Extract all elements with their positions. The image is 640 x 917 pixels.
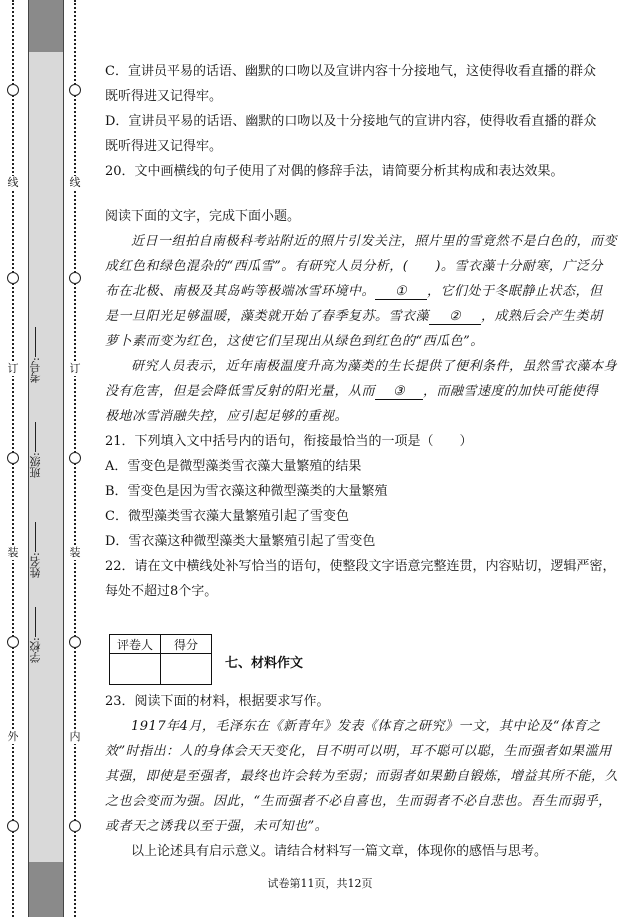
binding-hole [7, 84, 19, 96]
passage-p1-line1: 近日一组拍自南极科考站附近的照片引发关注，照片里的雪竟然不是白色的，而变 [131, 234, 618, 249]
student-field-name [28, 515, 62, 585]
binding-mark-xian: 线 [7, 176, 19, 189]
student-field-label: 学校: [29, 637, 42, 663]
material-line4: 之也会变而为强。因此，“生而强者不必自喜也，生而弱者不必自悲也。吾生而弱乎， [105, 794, 612, 809]
blank-1: ① [375, 284, 427, 300]
binding-hole [69, 272, 81, 284]
passage-p1-line4: 是一旦阳光足够温暖，藻类就开始了春季复苏。雪衣藻 ② ，成熟后会产生类胡 [105, 309, 603, 324]
score-table [109, 634, 212, 685]
passage-p2-line2: 没有危害，但是会降低雪反射的阳光量，从而 ③ ，而融雪速度的加快可能使得 [105, 384, 599, 399]
binding-mark-xian: 线 [69, 176, 81, 189]
score-header: 得分 [161, 635, 212, 654]
material-line5: 或者天之诱我以至于强，未可知也”。 [105, 819, 329, 834]
grader-cell [110, 654, 161, 685]
student-field-class [28, 415, 62, 485]
passage-p2-line1: 研究人员表示，近年南极温度升高为藻类的生长提供了便利条件，虽然雪衣藻本身 [131, 359, 618, 374]
student-field-label: 考号: [29, 357, 42, 383]
passage-p1-line3: 布在北极、南极及其岛屿等极端冰雪环境中。 ① ，它们处于冬眠静止状态，但 [105, 284, 603, 299]
student-field-label: 姓名: [29, 552, 42, 578]
binding-mark-nei: 内 [69, 730, 81, 743]
passage-p1-line5: 萝卜素而变为红色，这使它们呈现出从绿色到红色的“西瓜色”。 [105, 334, 484, 349]
question-21-option-d: D．雪衣藻这种微型藻类大量繁殖引起了雪变色 [105, 534, 376, 549]
passage-p1-line2: 成红色和绿色混杂的“西瓜雪”。有研究人员分析，( )。雪衣藻十分耐寒，广泛分 [105, 259, 603, 274]
binding-mark-zhuang: 装 [69, 546, 81, 559]
question-22-line1: 22．请在文中横线处补写恰当的语句，使整段文字语意完整连贯，内容贴切，逻辑严密， [105, 559, 616, 574]
binding-inner-column [62, 0, 88, 917]
binding-hole [7, 452, 19, 464]
option-d-line1: D．宣讲员平易的话语、幽默的口吻以及十分接地气的宣讲内容，使得收看直播的群众 [105, 114, 597, 129]
option-c-line2: 既听得进又记得牢。 [105, 89, 223, 104]
binding-hole [69, 820, 81, 832]
binding-mark-ding: 订 [69, 362, 81, 375]
question-21-option-c: C．微型藻类雪衣藻大量繁殖引起了雪变色 [105, 509, 349, 524]
binding-mark-ding: 订 [7, 362, 19, 375]
binding-outer-column [0, 0, 28, 917]
page-footer: 试卷第11页，共12页 [267, 877, 373, 890]
option-c-line1: C．宣讲员平易的话语、幽默的口吻以及宣讲内容十分接地气，这使得收看直播的群众 [105, 64, 596, 79]
student-field-label: 班级: [29, 452, 42, 478]
material-line2: 效”时指出：人的身体会天天变化，目不明可以明，耳不聪可以聪，生而强者如果滥用 [105, 744, 612, 759]
passage-p2-line3: 极地冰雪消融失控，应引起足够的重视。 [105, 409, 349, 424]
binding-hole [7, 272, 19, 284]
reading-intro: 阅读下面的文字，完成下面小题。 [105, 209, 301, 224]
question-21-stem: 21．下列填入文中括号内的语句，衔接最恰当的一项是（ ） [105, 434, 473, 449]
binding-hole [69, 84, 81, 96]
option-d-line2: 既听得进又记得牢。 [105, 139, 223, 154]
binding-hole [7, 820, 19, 832]
strip-top-cap [29, 0, 63, 52]
question-21-option-a: A．雪变色是微型藻类雪衣藻大量繁殖的结果 [105, 459, 362, 474]
grader-header: 评卷人 [110, 635, 161, 654]
question-21-option-b: B．雪变色是因为雪衣藻这种微型藻类的大量繁殖 [105, 484, 388, 499]
material-line1: 1917年4月，毛泽东在《新青年》发表《体育之研究》一文，其中论及“体育之 [131, 719, 601, 734]
question-23-stem: 23．阅读下面的材料，根据要求写作。 [105, 694, 330, 709]
binding-mark-zhuang: 装 [7, 546, 19, 559]
student-field-exam-no [28, 320, 62, 390]
blank-3: ③ [375, 384, 423, 400]
blank-2: ② [429, 309, 481, 325]
question-22-line2: 每处不超过8个字。 [105, 584, 218, 599]
question-20: 20．文中画横线的句子使用了对偶的修辞手法，请简要分析其构成和表达效果。 [105, 164, 564, 179]
binding-hole [7, 636, 19, 648]
binding-mark-wai: 外 [7, 730, 19, 743]
section-title: 七、材料作文 [225, 656, 304, 671]
student-field-school [28, 600, 62, 670]
material-line3: 其强，即使是至强者，最终也许会转为至弱；而弱者如果勤自锻炼，增益其所不能，久 [105, 769, 619, 784]
score-cell [161, 654, 212, 685]
binding-hole [69, 452, 81, 464]
writing-requirement: 以上论述具有启示意义。请结合材料写一篇文章，体现你的感悟与思考。 [131, 844, 548, 859]
binding-hole [69, 636, 81, 648]
